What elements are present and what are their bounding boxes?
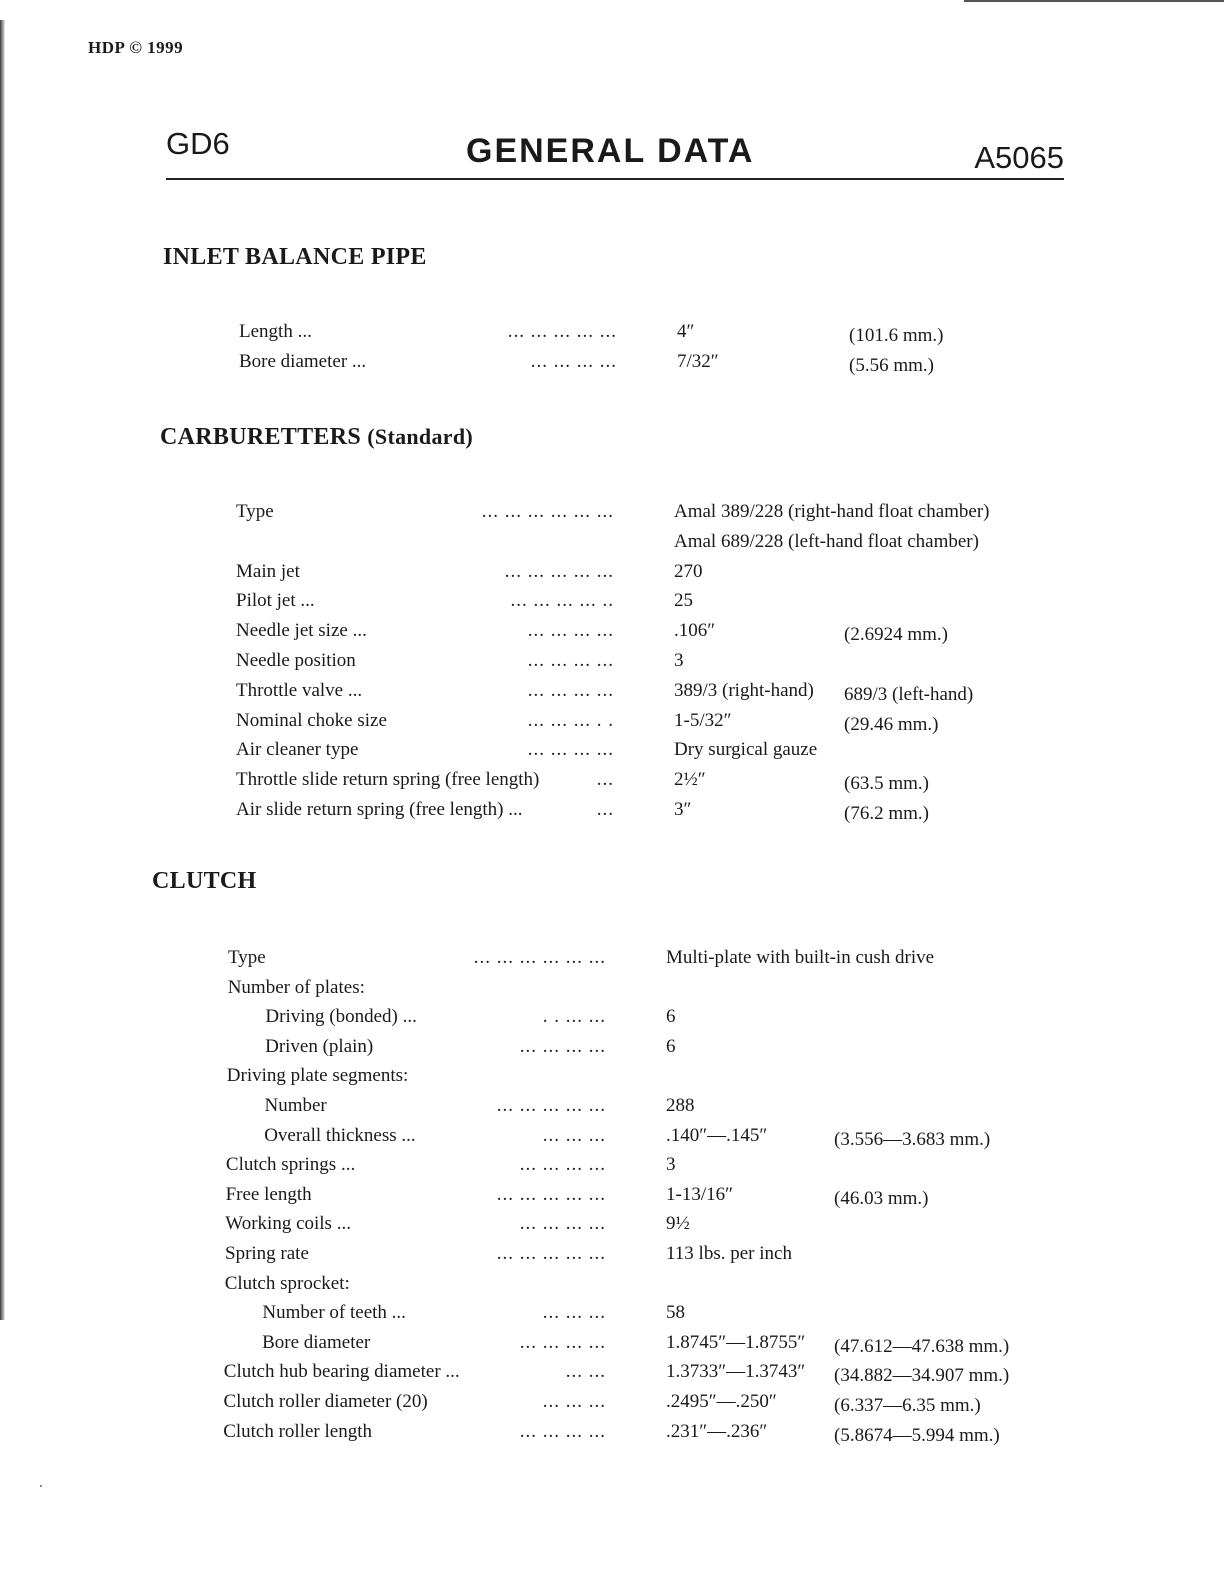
spec-value-metric: (34.882—34.907 mm.) — [834, 1365, 1010, 1387]
spec-row — [152, 947, 1032, 975]
spec-label: Pilot jet ... — [236, 590, 315, 612]
spec-value-metric: (5.8674—5.994 mm.) — [834, 1424, 1000, 1446]
spec-value-metric: (3.556—3.683 mm.) — [834, 1128, 991, 1150]
spec-row — [152, 977, 1032, 1005]
leader-dots: ... ... ... ... .. — [510, 590, 614, 612]
spec-label: Needle position — [236, 650, 356, 671]
leader-dots: ... ... ... ... — [519, 1213, 606, 1235]
leader-dots: . . ... ... — [542, 1006, 606, 1028]
spec-row — [160, 769, 1040, 797]
spec-label: Type — [236, 501, 274, 522]
leader-dots: ... ... ... ... ... — [496, 1243, 606, 1264]
spec-row — [152, 1391, 1032, 1419]
spec-label: Type — [228, 947, 266, 968]
spec-label: Clutch hub bearing diameter ... — [223, 1361, 460, 1383]
spec-label: Throttle slide return spring (free length) — [236, 769, 540, 791]
spec-label: Number of plates: — [227, 976, 365, 998]
leader-dots: ... ... ... ... ... ... — [481, 501, 614, 522]
spec-row — [160, 620, 1040, 648]
leader-dots: ... — [596, 799, 614, 820]
spec-value: 113 lbs. per inch — [666, 1243, 792, 1264]
spec-row — [160, 799, 1040, 827]
spec-row — [152, 1154, 1032, 1182]
spec-value: 9½ — [666, 1213, 690, 1235]
spec-label: Driving plate segments: — [226, 1065, 409, 1087]
spec-value-metric: (6.337—6.35 mm.) — [834, 1395, 981, 1416]
leader-dots: ... — [596, 769, 614, 791]
spec-label: Air slide return spring (free length) ... — [236, 799, 523, 820]
spec-label: Number — [264, 1095, 327, 1116]
spec-value: Dry surgical gauze — [674, 739, 818, 761]
spec-row — [152, 1036, 1032, 1064]
spec-label: Driving (bonded) ... — [265, 1006, 417, 1028]
scan-edge-line — [964, 0, 1224, 2]
spec-label: Length ... — [239, 321, 312, 342]
spec-label: Spring rate — [225, 1243, 309, 1264]
leader-dots: ... ... ... ... ... — [496, 1183, 606, 1205]
spec-value: 4″ — [677, 321, 695, 342]
leader-dots: ... ... ... ... ... — [504, 560, 614, 582]
page-title: GENERAL DATA — [466, 132, 755, 170]
spec-value: 7/32″ — [677, 351, 719, 372]
spec-label: Clutch springs ... — [225, 1154, 356, 1176]
leader-dots: ... ... ... ... ... — [496, 1095, 606, 1116]
leader-dots: ... ... ... ... — [527, 739, 614, 761]
spec-label: Air cleaner type — [236, 739, 359, 761]
section-heading: INLET BALANCE PIPE — [163, 244, 427, 270]
leader-dots: ... ... ... ... — [527, 650, 614, 671]
spec-value: Amal 389/228 (right-hand float chamber) — [674, 501, 990, 522]
scan-speck — [40, 1485, 42, 1487]
part-number: A5065 — [974, 140, 1064, 175]
spec-row — [152, 1332, 1032, 1360]
spec-label: Main jet — [236, 560, 300, 582]
spec-label: Working coils ... — [225, 1213, 351, 1235]
spec-row — [160, 739, 1040, 767]
spec-row — [160, 531, 1040, 559]
spec-row — [152, 1421, 1032, 1449]
spec-value-metric: (47.612—47.638 mm.) — [834, 1335, 1010, 1357]
section-heading-subtitle: (Standard) — [367, 424, 473, 449]
spec-value: 389/3 (right-hand) — [674, 679, 814, 701]
spec-value: .2495″—.250″ — [666, 1391, 777, 1412]
spec-row — [160, 590, 1040, 618]
spec-value-metric: 689/3 (left-hand) — [844, 683, 974, 705]
spec-label: Clutch sprocket: — [224, 1272, 350, 1294]
spec-label: Bore diameter ... — [239, 351, 367, 372]
spec-value-metric: (29.46 mm.) — [844, 713, 939, 735]
page-header — [166, 118, 1064, 180]
spec-row — [152, 1361, 1032, 1389]
spec-row — [160, 710, 1040, 738]
scan-edge-shadow — [0, 20, 5, 1320]
spec-row — [152, 1006, 1032, 1034]
carburetters-section — [160, 424, 990, 824]
leader-dots: ... ... ... — [542, 1302, 606, 1324]
section-code: GD6 — [166, 126, 230, 161]
spec-value-metric: (2.6924 mm.) — [844, 624, 948, 646]
spec-value: Multi-plate with built-in cush drive — [666, 947, 935, 968]
leader-dots: ... ... ... ... — [527, 620, 614, 642]
leader-dots: ... ... ... ... — [519, 1331, 606, 1353]
spec-value: 1-13/16″ — [666, 1183, 734, 1205]
spec-value: 2½″ — [674, 769, 706, 791]
spec-value-metric: (46.03 mm.) — [834, 1187, 929, 1209]
spec-label: Clutch roller diameter (20) — [223, 1391, 428, 1412]
spec-row — [152, 1302, 1032, 1330]
spec-row — [163, 351, 1043, 379]
spec-row — [152, 1243, 1032, 1271]
spec-row — [160, 680, 1040, 708]
spec-row — [152, 1184, 1032, 1212]
spec-value: Amal 689/228 (left-hand float chamber) — [674, 530, 979, 552]
spec-value: 6 — [666, 1006, 676, 1028]
leader-dots: ... ... ... . . — [527, 709, 614, 731]
spec-label: Throttle valve ... — [236, 679, 363, 701]
copyright-notice: HDP © 1999 — [88, 38, 184, 57]
spec-value: 1.8745″—1.8755″ — [666, 1331, 806, 1353]
spec-label: Needle jet size ... — [236, 620, 367, 642]
section-heading — [160, 424, 473, 451]
leader-dots: ... ... ... ... — [519, 1035, 606, 1057]
leader-dots: ... ... ... — [542, 1391, 606, 1412]
spec-row — [152, 1065, 1032, 1093]
spec-label: Driven (plain) — [265, 1035, 374, 1057]
spec-row — [160, 650, 1040, 678]
spec-value: 3″ — [674, 799, 692, 820]
spec-value: 288 — [666, 1095, 695, 1116]
spec-value: 58 — [666, 1302, 685, 1324]
spec-value: 6 — [666, 1035, 676, 1057]
spec-value: .231″—.236″ — [666, 1420, 768, 1442]
spec-label: Bore diameter — [262, 1331, 371, 1353]
spec-row — [152, 1125, 1032, 1153]
spec-value-metric: (76.2 mm.) — [844, 803, 929, 824]
leader-dots: ... ... ... ... — [530, 351, 617, 372]
spec-value: .106″ — [674, 620, 716, 642]
leader-dots: ... ... ... ... — [519, 1420, 606, 1442]
spec-row — [152, 1095, 1032, 1123]
spec-row — [163, 321, 1043, 349]
spec-value: 3 — [674, 650, 684, 671]
spec-value-metric: (63.5 mm.) — [844, 773, 929, 795]
spec-value-metric: (101.6 mm.) — [849, 325, 944, 346]
spec-label: Nominal choke size — [236, 709, 387, 731]
leader-dots: ... ... ... ... — [519, 1154, 606, 1176]
spec-value: 1.3733″—1.3743″ — [666, 1361, 806, 1383]
spec-value: 270 — [674, 560, 703, 582]
spec-row — [160, 501, 1040, 529]
spec-value: .140″—.145″ — [666, 1124, 768, 1146]
spec-row — [160, 561, 1040, 589]
leader-dots: ... ... ... — [542, 1124, 606, 1146]
spec-value: 25 — [674, 590, 693, 612]
leader-dots: ... ... — [565, 1361, 606, 1383]
spec-row — [152, 1273, 1032, 1301]
spec-value-metric: (5.56 mm.) — [849, 355, 934, 376]
leader-dots: ... ... ... ... — [527, 679, 614, 701]
spec-label: Clutch roller length — [223, 1420, 372, 1442]
spec-value: 1-5/32″ — [674, 709, 732, 731]
spec-row — [152, 1213, 1032, 1241]
section-heading-title: CARBURETTERS — [160, 424, 361, 450]
inlet-balance-pipe-section — [163, 244, 944, 376]
clutch-section — [152, 868, 1010, 1446]
spec-label: Overall thickness ... — [264, 1124, 416, 1146]
leader-dots: ... ... ... ... ... — [507, 321, 617, 342]
leader-dots: ... ... ... ... ... ... — [473, 947, 606, 968]
spec-value: 3 — [666, 1154, 676, 1176]
spec-label: Number of teeth ... — [262, 1302, 406, 1324]
spec-label: Free length — [225, 1183, 312, 1205]
section-heading: CLUTCH — [152, 868, 257, 894]
